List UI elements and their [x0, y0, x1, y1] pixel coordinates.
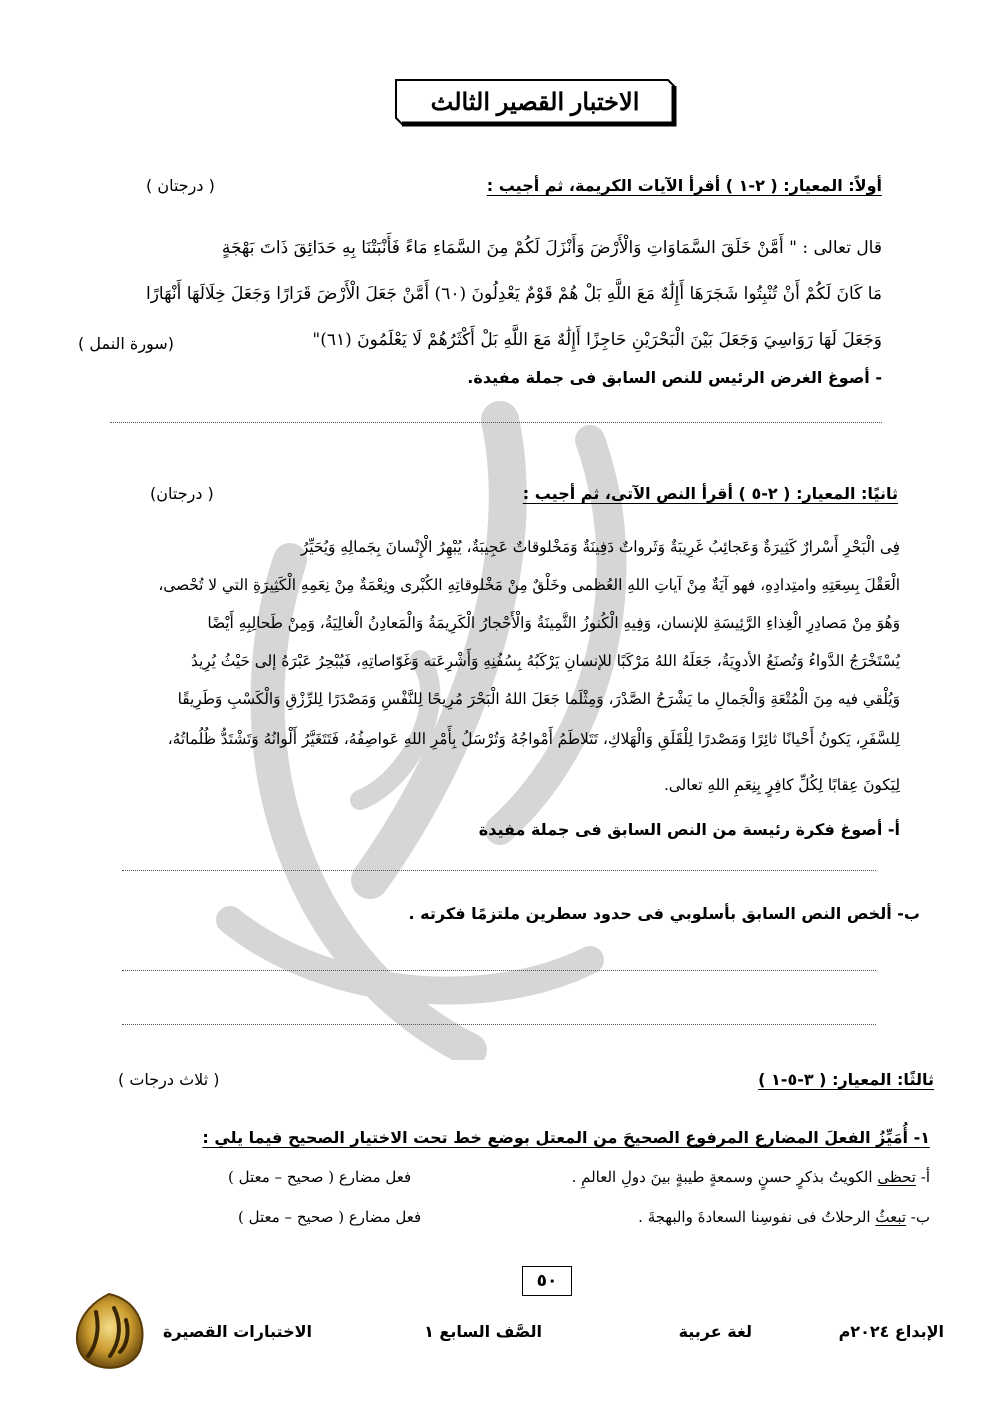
- passage-line-7: لِيَكونَ عِقابًا لِكُلِّ كافِرٍ بِنِعَمِ اللهِ تعالى.: [663, 776, 900, 794]
- section2-marks: ( درجتان): [150, 484, 214, 503]
- passage-line-1: فِى الْبَحْرِ أَسْرارٌ كَثِيرَةٌ وَعَجائِبُ غَرِيبَةٌ وَثَرواتٌ دَفِينَةٌ وَمَخْلوقاتٌ عَجِيبَةٌ، يُبْهِرُ الْإِنْسانَ بِجَمالِهِ وَيُحَيِّرُ: [300, 538, 900, 556]
- answer-line: [122, 1024, 876, 1025]
- verse-line-3: وَجَعَلَ لَهَا رَوَاسِيَ وَجَعَلَ بَيْنَ الْبَحْرَيْنِ حَاجِزًا أَإِلَٰهٌ مَعَ اللَّهِ بَلْ أَكْثَرُهُمْ لَا يَعْلَمُونَ (٦١)": [312, 330, 882, 350]
- question-b: ب- ألخص النص السابق بأسلوبي فى حدود سطرين ملتزمًا فكرته .: [408, 904, 920, 923]
- section1-question: - أصوغ الغرض الرئيس للنص السابق فى جملة مفيدة.: [467, 368, 882, 387]
- item-b-prefix: ب-: [906, 1208, 930, 1226]
- answer-line: [122, 870, 876, 871]
- section3-heading: ثالثًا: المعيار: ( ٣-٥-١ ): [758, 1070, 934, 1089]
- calligraphy-watermark: [170, 360, 730, 1060]
- passage-line-2: الْعَقْلَ بِسِعَتِهِ وامتِدادِهِ، فهو آيَةٌ مِنْ آياتِ اللهِ العُظمى وخَلْقٌ مِنْ مَخْلوقاتِهِ الكُبْرى ونِعْمَةٌ مِنْ نِعَمِهِ الْكَثِيرَةِ التي لا تُحْصى،: [158, 576, 900, 594]
- surah-name: (سورة النمل ): [78, 334, 174, 353]
- grammar-item-b: [638, 1208, 930, 1226]
- footer-subject: لغة عربية: [678, 1322, 752, 1341]
- answer-line: [110, 422, 882, 423]
- passage-line-4: يُسْتَخْرَجُ الدَّواءُ وَتُصنَعُ الأدوِيَةُ، جَعَلَهُ اللهُ مَرْكَبًا للإنسانِ يَرْكَبُهُ بِسُفُنِهِ وَأَشْرِعَته وَغَوّاصاتِهِ، فَيُبْحِرُ عَبْرَهُ إلى حَيْثُ يُرِيدُ: [190, 652, 900, 670]
- passage-line-6: لِلسَّفَرِ، يَكونُ أَحْيانًا ثائِرًا وَمَصْدرًا لِلْقَلَقِ وَالْهَلاكِ، تَتَلاطَمُ أَمْواجُهُ وَتُرْسَلُ بِأَمْرِ اللهِ عَواصِفُهُ، فَتَتَغَيَّرُ أَلْوانُهُ وَتَشْتَدُّ ظُلُماتُهُ،: [167, 730, 900, 748]
- answer-line: [122, 970, 876, 971]
- question-a: أ- أصوغ فكرة رئيسة من النص السابق فى جملة مفيدة: [478, 820, 900, 839]
- page-title: الاختبار القصير الثالث: [430, 89, 640, 116]
- section3-marks: ( ثلاث درجات ): [118, 1070, 220, 1089]
- item-b-verb: تبعثُ: [875, 1208, 907, 1226]
- section2-heading: ثانيًا: المعيار: ( ٢-٥ ) أقرأ النص الآتى، ثم أجيب :: [522, 484, 898, 503]
- verse-line-1: قال تعالى : " أَمَّنْ خَلَقَ السَّمَاوَاتِ وَالْأَرْضَ وَأَنْزَلَ لَكُمْ مِنَ السَّمَاءِ مَاءً فَأَنْبَتْنَا بِهِ حَدَائِقَ ذَاتَ بَهْجَةٍ: [221, 238, 882, 258]
- verse-line-2: مَا كَانَ لَكُمْ أَنْ تُنْبِتُوا شَجَرَهَا أَإِلَٰهٌ مَعَ اللَّهِ بَلْ هُمْ قَوْمٌ يَعْدِلُونَ (٦٠) أَمَّنْ جَعَلَ الْأَرْضَ قَرَارًا وَجَعَلَ خِلَالَهَا أَنْهَارًا: [145, 284, 882, 304]
- section1-heading: أولاً: المعيار: ( ٢-١ ) أقرأ الآيات الكريمة، ثم أجيب :: [486, 176, 882, 195]
- passage-line-5: وَيُلْقي فيه مِنَ الْمُتْعَةِ وَالْجَمالِ ما يَشْرَحُ الصَّدْرَ، وَمِثْلَما جَعَلَ اللهُ الْبَحْرَ مُرِيحًا لِلنَّفْسِ وَمَصْدَرًا لِلرِّزْقِ وَالْكَسْبِ وَطَرِيقًا: [177, 690, 900, 708]
- grammar-question: ١- أُمَيِّزُ الفعلَ المضارع المرفوع الصحيحَ من المعتل بوضع خط تحت الاختيار الصحيح فيما يلي :: [202, 1128, 930, 1147]
- logo-icon: [66, 1290, 152, 1376]
- passage-line-3: وَهُوَ مِنْ مَصادِرِ الْغِذاءِ الرَّئِيسَةِ للإنسان، وَفِيهِ الْكُنوزُ الثَّمِينَةُ وَالْأَحْجارُ الْكَرِيمَةُ وَالْمَعادِنُ الْغالِيَةُ، وَمِنْ طَحالِبِهِ أَيْضًا: [207, 614, 900, 632]
- item-b-sentence: الرحلاتُ فى نفوسِنا السعادةَ والبهجةَ .: [638, 1208, 876, 1226]
- grammar-item-a: [572, 1168, 930, 1186]
- item-a-verb: تحظى: [877, 1168, 916, 1186]
- item-a-choice[interactable]: فعل مضارع ( صحيح – معتل ): [228, 1168, 412, 1186]
- page-number: ٥٠: [522, 1266, 572, 1296]
- section1-marks: ( درجتان ): [146, 176, 215, 195]
- item-a-sentence: الكويتُ بذكرٍ حسنٍ وسمعةٍ طيبةٍ بينَ دولِ العالمِ .: [571, 1168, 878, 1186]
- footer-edition: الإبداع ٢٠٢٤م: [838, 1322, 944, 1341]
- footer-grade: الصَّف السابع ١: [424, 1322, 542, 1341]
- item-a-prefix: أ-: [915, 1168, 930, 1186]
- item-b-choice[interactable]: فعل مضارع ( صحيح – معتل ): [238, 1208, 422, 1226]
- footer-series: الاختبارات القصيرة: [162, 1322, 312, 1341]
